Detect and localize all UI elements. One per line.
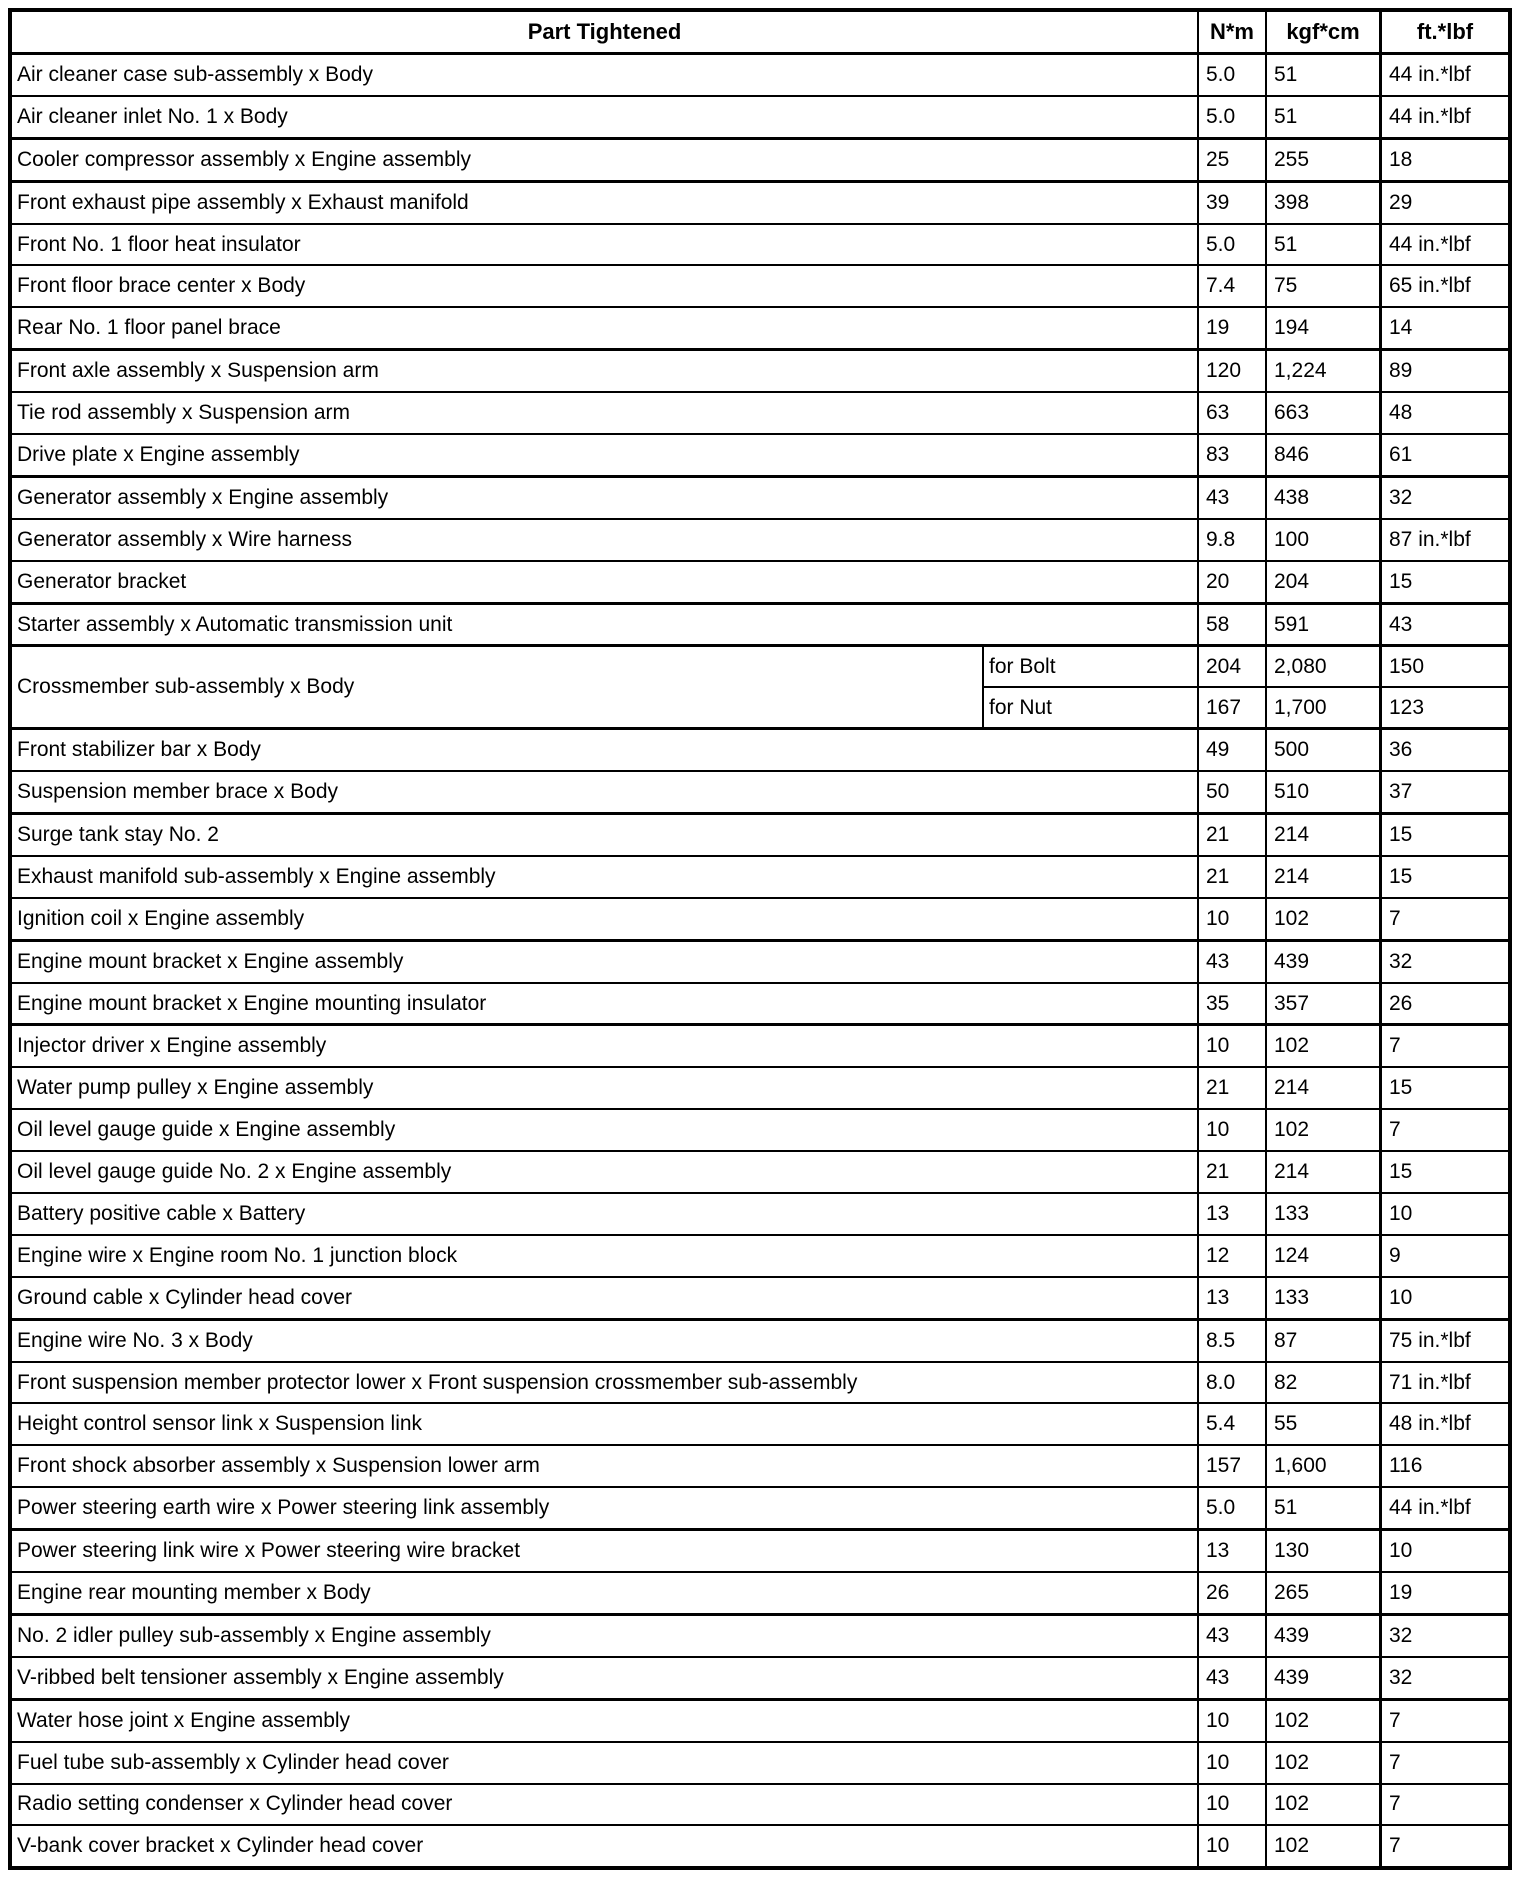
part-cell: Engine mount bracket x Engine mounting insulator [12, 984, 1199, 1024]
kgfcm-cell: 214 [1267, 815, 1382, 855]
table-row [12, 1488, 1508, 1531]
kgfcm-cell: 357 [1267, 984, 1382, 1024]
table-row [12, 1068, 1508, 1110]
kgfcm-cell: 51 [1267, 225, 1382, 265]
table-row [12, 140, 1508, 183]
kgfcm-cell: 51 [1267, 1488, 1382, 1528]
table-row [12, 942, 1508, 984]
part-cell: Exhaust manifold sub-assembly x Engine assembly [12, 857, 1199, 897]
kgfcm-cell: 265 [1267, 1573, 1382, 1613]
header-part-tightened: Part Tightened [12, 12, 1199, 52]
kgfcm-cell: 51 [1267, 97, 1382, 137]
ftlbf-cell: 44 in.*lbf [1389, 104, 1471, 128]
table-row [12, 1658, 1508, 1701]
nm-cell: 157 [1199, 1446, 1267, 1486]
nm-cell: 13 [1199, 1278, 1267, 1318]
ftlbf-cell: 15 [1389, 1160, 1413, 1184]
ftlbf-cell: 87 in.*lbf [1389, 527, 1471, 551]
table-row [12, 815, 1508, 857]
nm-cell: 167 [1199, 688, 1267, 727]
table-row [12, 435, 1508, 478]
ftlbf-cell: 48 in.*lbf [1389, 1412, 1471, 1436]
table-row [12, 225, 1508, 267]
kgfcm-cell: 439 [1267, 1658, 1382, 1698]
ftlbf-cell: 7 [1389, 1034, 1401, 1058]
kgfcm-cell: 82 [1267, 1363, 1382, 1403]
ftlbf-cell: 48 [1389, 401, 1413, 425]
table-row [12, 772, 1508, 815]
ftlbf-cell: 36 [1389, 738, 1413, 762]
nm-cell: 13 [1199, 1531, 1267, 1571]
ftlbf-cell: 9 [1389, 1243, 1401, 1267]
part-cell: Power steering earth wire x Power steering link assembly [12, 1488, 1199, 1528]
kgfcm-cell: 102 [1267, 1026, 1382, 1066]
part-cell: V-ribbed belt tensioner assembly x Engine assembly [12, 1658, 1199, 1698]
ftlbf-cell: 123 [1389, 695, 1425, 719]
part-cell: Engine mount bracket x Engine assembly [12, 942, 1199, 982]
nm-cell: 10 [1199, 1110, 1267, 1150]
part-cell: Crossmember sub-assembly x Body [12, 647, 984, 727]
variant-group [984, 647, 1508, 727]
nm-cell: 58 [1199, 605, 1267, 645]
part-cell: Ground cable x Cylinder head cover [12, 1278, 1199, 1318]
part-cell: Air cleaner case sub-assembly x Body [12, 55, 1199, 95]
nm-cell: 9.8 [1199, 520, 1267, 560]
table-row [12, 1616, 1508, 1658]
part-cell: Rear No. 1 floor panel brace [12, 308, 1199, 348]
part-cell: Front floor brace center x Body [12, 266, 1199, 306]
ftlbf-cell: 32 [1389, 949, 1413, 973]
table-row [12, 899, 1508, 942]
part-cell: Drive plate x Engine assembly [12, 435, 1199, 475]
ftlbf-cell: 14 [1389, 316, 1413, 340]
part-cell: Generator assembly x Wire harness [12, 520, 1199, 560]
kgfcm-cell: 204 [1267, 562, 1382, 602]
kgfcm-cell: 102 [1267, 1826, 1382, 1866]
part-cell: Front No. 1 floor heat insulator [12, 225, 1199, 265]
ftlbf-cell: 150 [1389, 654, 1425, 678]
kgfcm-cell: 55 [1267, 1404, 1382, 1444]
nm-cell: 10 [1199, 1785, 1267, 1825]
part-cell: Starter assembly x Automatic transmission unit [12, 605, 1199, 645]
ftlbf-cell: 29 [1389, 190, 1413, 214]
part-cell: Engine rear mounting member x Body [12, 1573, 1199, 1613]
nm-cell: 10 [1199, 1743, 1267, 1783]
condition-cell: for Bolt [984, 647, 1199, 686]
nm-cell: 8.5 [1199, 1321, 1267, 1361]
nm-cell: 204 [1199, 647, 1267, 686]
nm-cell: 20 [1199, 562, 1267, 602]
ftlbf-cell: 10 [1389, 1201, 1413, 1225]
table-row [12, 1826, 1508, 1866]
kgfcm-cell: 214 [1267, 857, 1382, 897]
part-cell: Power steering link wire x Power steering wire bracket [12, 1531, 1199, 1571]
header-nm: N*m [1199, 12, 1267, 52]
table-row [12, 478, 1508, 520]
kgfcm-cell: 75 [1267, 266, 1382, 306]
part-cell: Battery positive cable x Battery [12, 1194, 1199, 1234]
kgfcm-cell: 398 [1267, 183, 1382, 223]
nm-cell: 49 [1199, 730, 1267, 770]
kgfcm-cell: 846 [1267, 435, 1382, 475]
nm-cell: 10 [1199, 1701, 1267, 1741]
table-row [12, 1404, 1508, 1446]
nm-cell: 120 [1199, 351, 1267, 391]
part-cell: V-bank cover bracket x Cylinder head cover [12, 1826, 1199, 1866]
kgfcm-cell: 214 [1267, 1152, 1382, 1192]
nm-cell: 43 [1199, 478, 1267, 518]
kgfcm-cell: 102 [1267, 1701, 1382, 1741]
ftlbf-cell: 26 [1389, 991, 1413, 1015]
nm-cell: 5.4 [1199, 1404, 1267, 1444]
nm-cell: 21 [1199, 1152, 1267, 1192]
kgfcm-cell: 102 [1267, 899, 1382, 939]
nm-cell: 43 [1199, 942, 1267, 982]
ftlbf-cell: 15 [1389, 569, 1413, 593]
part-cell: Tie rod assembly x Suspension arm [12, 393, 1199, 433]
table-row [12, 605, 1508, 648]
table-row [12, 1573, 1508, 1616]
nm-cell: 21 [1199, 815, 1267, 855]
nm-cell: 19 [1199, 308, 1267, 348]
part-cell: Oil level gauge guide No. 2 x Engine assembly [12, 1152, 1199, 1192]
part-cell: Front suspension member protector lower x Front suspension crossmember sub-assembly [12, 1363, 1199, 1403]
table-row [12, 562, 1508, 605]
nm-cell: 13 [1199, 1194, 1267, 1234]
part-cell: Engine wire x Engine room No. 1 junction block [12, 1236, 1199, 1276]
kgfcm-cell: 214 [1267, 1068, 1382, 1108]
table-row [12, 1531, 1508, 1573]
nm-cell: 26 [1199, 1573, 1267, 1613]
part-cell: Front exhaust pipe assembly x Exhaust manifold [12, 183, 1199, 223]
kgfcm-cell: 100 [1267, 520, 1382, 560]
ftlbf-cell: 10 [1389, 1539, 1413, 1563]
nm-cell: 10 [1199, 1826, 1267, 1866]
part-cell: Generator assembly x Engine assembly [12, 478, 1199, 518]
header-ftlbf: ft.*lbf [1416, 19, 1474, 44]
ftlbf-cell: 15 [1389, 822, 1413, 846]
table-row [12, 1743, 1508, 1785]
nm-cell: 35 [1199, 984, 1267, 1024]
ftlbf-cell: 15 [1389, 1076, 1413, 1100]
kgfcm-cell: 510 [1267, 772, 1382, 812]
ftlbf-cell: 65 in.*lbf [1389, 274, 1471, 298]
part-cell: Cooler compressor assembly x Engine assembly [12, 140, 1199, 180]
nm-cell: 7.4 [1199, 266, 1267, 306]
part-cell: Suspension member brace x Body [12, 772, 1199, 812]
nm-cell: 39 [1199, 183, 1267, 223]
ftlbf-cell: 43 [1389, 612, 1413, 636]
kgfcm-cell: 1,224 [1267, 351, 1382, 391]
part-cell: Height control sensor link x Suspension link [12, 1404, 1199, 1444]
ftlbf-cell: 7 [1389, 1708, 1401, 1732]
kgfcm-cell: 130 [1267, 1531, 1382, 1571]
table-row [12, 520, 1508, 562]
table-row [12, 984, 1508, 1027]
condition-cell: for Nut [984, 688, 1199, 727]
kgfcm-cell: 2,080 [1267, 647, 1382, 686]
ftlbf-cell: 116 [1389, 1454, 1423, 1478]
kgfcm-cell: 133 [1267, 1278, 1382, 1318]
kgfcm-cell: 438 [1267, 478, 1382, 518]
kgfcm-cell: 102 [1267, 1785, 1382, 1825]
nm-cell: 12 [1199, 1236, 1267, 1276]
ftlbf-cell: 7 [1389, 1118, 1401, 1142]
nm-cell: 25 [1199, 140, 1267, 180]
table-row [12, 1701, 1508, 1743]
part-cell: No. 2 idler pulley sub-assembly x Engine assembly [12, 1616, 1199, 1656]
nm-cell: 43 [1199, 1658, 1267, 1698]
nm-cell: 83 [1199, 435, 1267, 475]
table-row [12, 1194, 1508, 1236]
kgfcm-cell: 51 [1267, 55, 1382, 95]
kgfcm-cell: 87 [1267, 1321, 1382, 1361]
ftlbf-cell: 89 [1389, 359, 1413, 383]
nm-cell: 10 [1199, 899, 1267, 939]
table-row [12, 857, 1508, 899]
ftlbf-cell: 32 [1389, 1665, 1413, 1689]
nm-cell: 8.0 [1199, 1363, 1267, 1403]
table-row [12, 183, 1508, 225]
ftlbf-cell: 7 [1389, 1834, 1401, 1858]
table-row [12, 1785, 1508, 1827]
table-row [12, 393, 1508, 435]
part-cell: Ignition coil x Engine assembly [12, 899, 1199, 939]
ftlbf-cell: 71 in.*lbf [1389, 1370, 1471, 1394]
kgfcm-cell: 102 [1267, 1110, 1382, 1150]
variant-row [984, 688, 1508, 727]
part-cell: Front shock absorber assembly x Suspension lower arm [12, 1446, 1199, 1486]
kgfcm-cell: 591 [1267, 605, 1382, 645]
ftlbf-cell: 44 in.*lbf [1389, 62, 1471, 86]
nm-cell: 10 [1199, 1026, 1267, 1066]
kgfcm-cell: 133 [1267, 1194, 1382, 1234]
ftlbf-cell: 61 [1389, 442, 1413, 466]
part-cell: Fuel tube sub-assembly x Cylinder head cover [12, 1743, 1199, 1783]
part-cell: Engine wire No. 3 x Body [12, 1321, 1199, 1361]
ftlbf-cell: 7 [1389, 1792, 1401, 1816]
kgfcm-cell: 255 [1267, 140, 1382, 180]
nm-cell: 63 [1199, 393, 1267, 433]
kgfcm-cell: 439 [1267, 1616, 1382, 1656]
part-cell: Front stabilizer bar x Body [12, 730, 1199, 770]
kgfcm-cell: 194 [1267, 308, 1382, 348]
nm-cell: 5.0 [1199, 55, 1267, 95]
kgfcm-cell: 102 [1267, 1743, 1382, 1783]
kgfcm-cell: 500 [1267, 730, 1382, 770]
ftlbf-cell: 32 [1389, 1623, 1413, 1647]
table-row [12, 55, 1508, 97]
ftlbf-cell: 19 [1389, 1580, 1413, 1604]
nm-cell: 21 [1199, 857, 1267, 897]
kgfcm-cell: 1,700 [1267, 688, 1382, 727]
table-row [12, 266, 1508, 308]
part-cell: Water pump pulley x Engine assembly [12, 1068, 1199, 1108]
kgfcm-cell: 439 [1267, 942, 1382, 982]
part-cell: Injector driver x Engine assembly [12, 1026, 1199, 1066]
table-row [12, 1110, 1508, 1152]
nm-cell: 5.0 [1199, 1488, 1267, 1528]
table-row [12, 730, 1508, 772]
table-row [12, 308, 1508, 351]
ftlbf-cell: 18 [1389, 147, 1413, 171]
nm-cell: 21 [1199, 1068, 1267, 1108]
ftlbf-cell: 37 [1389, 780, 1413, 804]
table-row [12, 1321, 1508, 1363]
ftlbf-cell: 7 [1389, 906, 1401, 930]
ftlbf-cell: 44 in.*lbf [1389, 232, 1471, 256]
nm-cell: 50 [1199, 772, 1267, 812]
table-row [12, 647, 1508, 730]
part-cell: Water hose joint x Engine assembly [12, 1701, 1199, 1741]
kgfcm-cell: 124 [1267, 1236, 1382, 1276]
header-kgfcm: kgf*cm [1267, 12, 1382, 52]
table-row [12, 1363, 1508, 1405]
table-row [12, 1278, 1508, 1321]
table-row [12, 1236, 1508, 1278]
nm-cell: 43 [1199, 1616, 1267, 1656]
ftlbf-cell: 75 in.*lbf [1389, 1328, 1471, 1352]
ftlbf-cell: 44 in.*lbf [1389, 1496, 1471, 1520]
kgfcm-cell: 1,600 [1267, 1446, 1382, 1486]
table-header-row [12, 12, 1508, 55]
variant-row [984, 647, 1508, 688]
ftlbf-cell: 7 [1389, 1750, 1401, 1774]
ftlbf-cell: 10 [1389, 1285, 1413, 1309]
nm-cell: 5.0 [1199, 225, 1267, 265]
part-cell: Oil level gauge guide x Engine assembly [12, 1110, 1199, 1150]
ftlbf-cell: 32 [1389, 485, 1413, 509]
part-cell: Generator bracket [12, 562, 1199, 602]
table-row [12, 97, 1508, 140]
table-row [12, 1446, 1508, 1488]
table-row [12, 1152, 1508, 1194]
part-cell: Surge tank stay No. 2 [12, 815, 1199, 855]
torque-spec-table [8, 8, 1512, 1870]
table-row [12, 1026, 1508, 1068]
part-cell: Radio setting condenser x Cylinder head cover [12, 1785, 1199, 1825]
part-cell: Front axle assembly x Suspension arm [12, 351, 1199, 391]
table-row [12, 351, 1508, 393]
part-cell: Air cleaner inlet No. 1 x Body [12, 97, 1199, 137]
nm-cell: 5.0 [1199, 97, 1267, 137]
ftlbf-cell: 15 [1389, 864, 1413, 888]
kgfcm-cell: 663 [1267, 393, 1382, 433]
